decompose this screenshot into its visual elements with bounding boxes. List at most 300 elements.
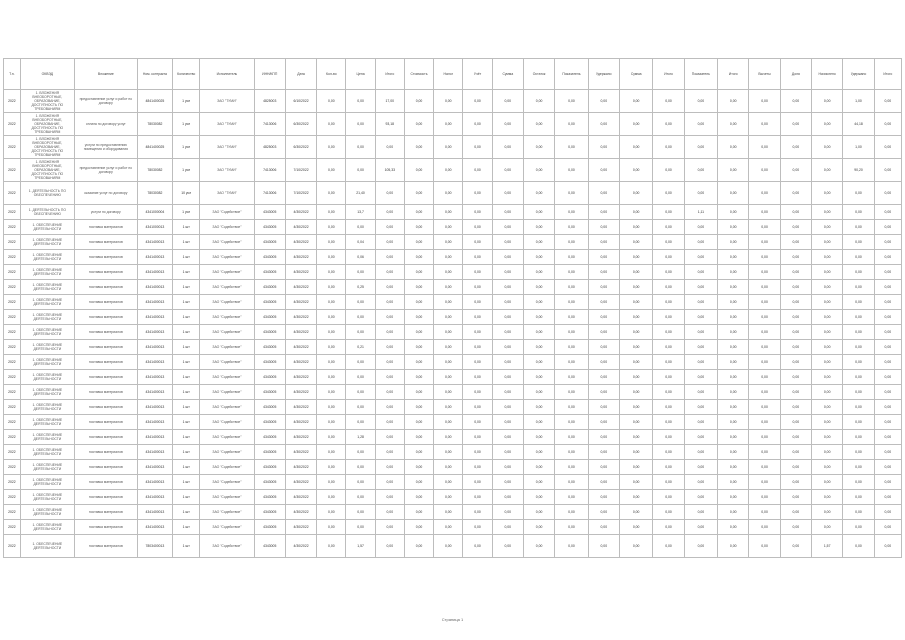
table-cell: 0,00 <box>749 340 780 355</box>
table-cell: 4341400013 <box>137 310 173 325</box>
table-cell: ЗАО "Содействие" <box>200 475 254 490</box>
table-cell: 0,00 <box>492 505 523 520</box>
table-cell: 0,00 <box>684 90 717 113</box>
table-cell: 0,00 <box>434 136 463 159</box>
table-cell: 0,00 <box>684 400 717 415</box>
table-row <box>4 280 902 295</box>
table-cell: 0,00 <box>317 235 346 250</box>
table-cell: 4341400013 <box>137 265 173 280</box>
table-cell: 0,00 <box>404 385 433 400</box>
table-cell: 1. ДЕЯТЕЛЬНОСТЬ ПО ОБЕСПЕЧЕНИЮ <box>20 182 74 205</box>
table-cell: 0,00 <box>749 250 780 265</box>
table-cell: 1. ВЛОЖЕНИЯ ВНЕОБОРОТНЫЕ, ОБРАЗОВАНИЕ, ДОСТУПНОСТЬ ПО ТРЕБОВАНИЯМ <box>20 136 74 159</box>
table-cell: 4341000013 <box>137 220 173 235</box>
table-cell: 0,00 <box>434 220 463 235</box>
table-cell: 0,00 <box>492 295 523 310</box>
table-cell: поставка материалов <box>75 535 138 558</box>
column-header: Итого <box>653 59 684 90</box>
table-cell: 0,00 <box>588 475 619 490</box>
table-cell: 0,00 <box>653 250 684 265</box>
column-header: Доля <box>780 59 811 90</box>
table-cell: 1,00 <box>843 136 874 159</box>
table-cell: 2022 <box>4 235 21 250</box>
table-cell: 0,00 <box>874 90 901 113</box>
table-cell: 0,00 <box>749 182 780 205</box>
table-cell: поставка материалов <box>75 400 138 415</box>
table-cell: 2022 <box>4 490 21 505</box>
table-cell: 4341400013 <box>137 250 173 265</box>
table-cell: 0,00 <box>588 355 619 370</box>
column-header: Исполнитель <box>200 59 254 90</box>
table-cell: 0,00 <box>317 415 346 430</box>
table-cell: 0,00 <box>874 460 901 475</box>
table-cell: 0,00 <box>653 490 684 505</box>
table-cell: 4841400025 <box>137 90 173 113</box>
table-cell: 0,00 <box>375 445 404 460</box>
table-cell: 0,00 <box>317 265 346 280</box>
table-cell: 0,00 <box>812 113 843 136</box>
table-cell: 0,00 <box>718 113 749 136</box>
table-cell: 0,00 <box>843 400 874 415</box>
table-cell: поставка материалов <box>75 445 138 460</box>
table-cell: 0,00 <box>375 430 404 445</box>
table-cell: 1 шт <box>173 520 200 535</box>
table-row <box>4 475 902 490</box>
table-cell: 0,00 <box>375 205 404 220</box>
table-row <box>4 310 902 325</box>
table-cell: 2022 <box>4 430 21 445</box>
table-cell: 0,00 <box>684 535 717 558</box>
table-cell: 0,00 <box>404 250 433 265</box>
table-cell: 0,00 <box>843 182 874 205</box>
table-cell: 4341400013 <box>137 370 173 385</box>
table-cell: 1. ВЛОЖЕНИЯ ВНЕОБОРОТНЫЕ, ОБРАЗОВАНИЕ, ДОСТУПНОСТЬ ПО ТРЕБОВАНИЯМ <box>20 90 74 113</box>
table-cell: 0,00 <box>749 505 780 520</box>
table-cell: 0,00 <box>749 355 780 370</box>
table-cell: 0,00 <box>317 535 346 558</box>
table-cell: 0,00 <box>492 430 523 445</box>
table-cell: 0,00 <box>375 325 404 340</box>
table-cell: 4/30/2022 <box>285 370 316 385</box>
table-cell: 0,00 <box>843 355 874 370</box>
table-cell: ЗАО "ТУМИ" <box>200 113 254 136</box>
table-cell: 4341400013 <box>137 295 173 310</box>
table-cell: ЗАО "Содействие" <box>200 490 254 505</box>
table-cell: 0,00 <box>492 205 523 220</box>
table-cell: 0,00 <box>653 385 684 400</box>
table-cell: 0,00 <box>434 113 463 136</box>
table-cell: 1 шт <box>173 220 200 235</box>
table-cell: 0,00 <box>874 355 901 370</box>
table-cell: 0,00 <box>653 400 684 415</box>
table-cell: 0,00 <box>492 90 523 113</box>
table-cell: 0,00 <box>523 182 554 205</box>
table-cell: 0,00 <box>749 325 780 340</box>
table-cell: 4341400013 <box>137 325 173 340</box>
table-cell: 0,00 <box>718 295 749 310</box>
table-cell: 0,00 <box>317 325 346 340</box>
table-cell: ЗАО "ТУМИ" <box>200 182 254 205</box>
table-cell: 0,00 <box>780 205 811 220</box>
table-cell: 4343005 <box>254 235 285 250</box>
table-cell: 0,00 <box>718 505 749 520</box>
table-cell: 2022 <box>4 325 21 340</box>
table-cell: 0,00 <box>718 136 749 159</box>
table-cell: 4343005 <box>254 280 285 295</box>
table-cell: ЗАО "ТУМИ" <box>200 136 254 159</box>
table-cell: 0,00 <box>874 182 901 205</box>
table-cell: 0,00 <box>588 182 619 205</box>
table-cell: 0,00 <box>653 340 684 355</box>
table-cell: 0,00 <box>434 355 463 370</box>
table-cell: 4343005 <box>254 445 285 460</box>
table-cell: 0,00 <box>619 505 652 520</box>
table-cell: 0,00 <box>555 310 588 325</box>
table-cell: 0,00 <box>555 265 588 280</box>
table-cell: ЗАО "Содействие" <box>200 340 254 355</box>
table-cell: 4/30/2022 <box>285 400 316 415</box>
table-cell: 0,00 <box>619 400 652 415</box>
table-cell: 2022 <box>4 182 21 205</box>
table-cell: 0,00 <box>555 159 588 182</box>
table-cell: 0,00 <box>684 445 717 460</box>
table-cell: 0,00 <box>684 490 717 505</box>
table-cell: поставка материалов <box>75 430 138 445</box>
table-cell: 0,00 <box>523 520 554 535</box>
table-cell: 4341400013 <box>137 445 173 460</box>
table-cell: 1,28 <box>346 430 375 445</box>
table-cell: 0,00 <box>588 136 619 159</box>
table-cell: 0,00 <box>874 505 901 520</box>
table-cell: 0,00 <box>434 505 463 520</box>
table-cell: 0,00 <box>588 235 619 250</box>
table-cell: 0,00 <box>523 340 554 355</box>
table-cell: 0,00 <box>749 90 780 113</box>
table-cell: 0,00 <box>749 445 780 460</box>
table-cell: 0,00 <box>375 280 404 295</box>
table-cell: 0,00 <box>434 475 463 490</box>
table-cell: 0,00 <box>404 280 433 295</box>
table-cell: 0,00 <box>874 430 901 445</box>
table-cell: 2022 <box>4 445 21 460</box>
table-cell: 4341000004 <box>137 205 173 220</box>
table-cell: 0,00 <box>317 445 346 460</box>
table-cell: 4341400013 <box>137 505 173 520</box>
table-cell: поставка материалов <box>75 460 138 475</box>
table-cell: 0,00 <box>523 415 554 430</box>
table-cell: 0,00 <box>492 445 523 460</box>
table-cell: 0,00 <box>619 535 652 558</box>
table-cell: 0,00 <box>619 113 652 136</box>
table-cell: 0,00 <box>718 205 749 220</box>
table-cell: 0,00 <box>317 182 346 205</box>
table-cell: 0,00 <box>874 310 901 325</box>
table-cell: 1. ОБЕСПЕЧЕНИЕ ДЕЯТЕЛЬНОСТИ <box>20 355 74 370</box>
table-cell: 0,00 <box>780 535 811 558</box>
table-cell: 0,00 <box>375 182 404 205</box>
table-cell: 4825003 <box>254 90 285 113</box>
table-cell: 0,00 <box>619 182 652 205</box>
table-cell: 0,00 <box>718 535 749 558</box>
table-cell: 1. ОБЕСПЕЧЕНИЕ ДЕЯТЕЛЬНОСТИ <box>20 235 74 250</box>
table-cell: 0,00 <box>619 415 652 430</box>
table-cell: 0,00 <box>653 136 684 159</box>
table-cell: 4343005 <box>254 205 285 220</box>
table-cell: 0,00 <box>684 520 717 535</box>
table-row <box>4 295 902 310</box>
table-cell: 0,00 <box>523 310 554 325</box>
table-cell: 0,00 <box>812 280 843 295</box>
table-cell: 4343005 <box>254 415 285 430</box>
table-row <box>4 113 902 136</box>
table-cell: 0,00 <box>346 265 375 280</box>
table-cell: 0,00 <box>588 430 619 445</box>
table-cell: 0,00 <box>812 136 843 159</box>
table-cell: 1 шт <box>173 415 200 430</box>
table-cell: 0,00 <box>780 182 811 205</box>
table-cell: 0,00 <box>434 535 463 558</box>
table-cell: 21,40 <box>346 182 375 205</box>
table-cell: 0,00 <box>619 136 652 159</box>
table-cell: ЗАО "ТУМИ" <box>200 159 254 182</box>
table-cell: 0,00 <box>434 385 463 400</box>
table-cell: 0,00 <box>375 520 404 535</box>
table-row <box>4 385 902 400</box>
table-cell: 0,00 <box>653 265 684 280</box>
table-cell: 0,00 <box>684 370 717 385</box>
table-cell: 0,00 <box>874 280 901 295</box>
table-cell: 0,00 <box>346 415 375 430</box>
table-cell: 0,00 <box>812 159 843 182</box>
table-cell: 0,00 <box>619 460 652 475</box>
table-cell: 0,00 <box>588 250 619 265</box>
table-row <box>4 490 902 505</box>
table-cell: 0,00 <box>874 370 901 385</box>
table-row <box>4 445 902 460</box>
table-cell: 4341400013 <box>137 490 173 505</box>
table-cell: 0,00 <box>555 355 588 370</box>
table-cell: предоставление услуг и работ по договору <box>75 90 138 113</box>
table-cell: поставка материалов <box>75 355 138 370</box>
table-cell: 0,00 <box>523 325 554 340</box>
table-cell: 0,00 <box>463 460 492 475</box>
table-cell: 0,00 <box>463 325 492 340</box>
table-cell: 0,00 <box>346 445 375 460</box>
table-cell: 0,00 <box>874 159 901 182</box>
table-cell: 0,00 <box>653 310 684 325</box>
table-cell: 0,00 <box>684 475 717 490</box>
table-cell: ЗАО "Содействие" <box>200 325 254 340</box>
table-cell: 0,00 <box>588 400 619 415</box>
table-cell: 4841400025 <box>137 136 173 159</box>
table-cell: 4343005 <box>254 460 285 475</box>
table-cell: 0,00 <box>346 370 375 385</box>
table-cell: 0,00 <box>317 475 346 490</box>
table-cell: 0,00 <box>619 220 652 235</box>
table-cell: 0,00 <box>619 235 652 250</box>
table-cell: 0,00 <box>555 220 588 235</box>
table-cell: поставка материалов <box>75 370 138 385</box>
table-cell: 0,00 <box>653 535 684 558</box>
table-cell: 0,00 <box>653 460 684 475</box>
table-cell: 0,00 <box>780 265 811 280</box>
table-cell: 6/30/2022 <box>285 113 316 136</box>
table-cell: 0,00 <box>780 490 811 505</box>
table-cell: 0,00 <box>555 445 588 460</box>
table-cell: 0,00 <box>555 400 588 415</box>
table-cell: 4341400013 <box>137 385 173 400</box>
table-cell: 4341400013 <box>137 355 173 370</box>
table-cell: 0,00 <box>718 400 749 415</box>
table-cell: 0,00 <box>653 220 684 235</box>
table-cell: 0,00 <box>492 182 523 205</box>
table-cell: 2022 <box>4 220 21 235</box>
table-cell: 0,00 <box>843 445 874 460</box>
column-header: Дата <box>285 59 316 90</box>
table-cell: 0,00 <box>874 136 901 159</box>
table-cell: 1,00 <box>843 90 874 113</box>
table-cell: 0,00 <box>684 159 717 182</box>
table-cell: 1. ОБЕСПЕЧЕНИЕ ДЕЯТЕЛЬНОСТИ <box>20 445 74 460</box>
table-cell: 2022 <box>4 265 21 280</box>
table-cell: 4/30/2022 <box>285 535 316 558</box>
table-cell: 0,00 <box>434 520 463 535</box>
table-cell: 0,00 <box>555 460 588 475</box>
table-cell: 0,00 <box>404 535 433 558</box>
table-cell: 0,00 <box>555 250 588 265</box>
table-cell: 0,00 <box>749 280 780 295</box>
table-cell: 0,00 <box>463 505 492 520</box>
table-cell: 0,00 <box>404 265 433 280</box>
table-cell: ЗАО "Содействие" <box>200 415 254 430</box>
table-cell: 0,00 <box>463 400 492 415</box>
column-header: Показатель <box>684 59 717 90</box>
table-cell: 0,00 <box>718 325 749 340</box>
page-footer: Страница 1 <box>441 617 464 622</box>
table-cell: 2022 <box>4 535 21 558</box>
table-cell: 0,00 <box>812 325 843 340</box>
table-cell: 0,00 <box>684 136 717 159</box>
table-cell: 1 шт <box>173 460 200 475</box>
table-cell: 0,00 <box>492 250 523 265</box>
column-header: Т.н. <box>4 59 21 90</box>
table-cell: 0,00 <box>874 235 901 250</box>
table-cell: 1 шт <box>173 340 200 355</box>
table-cell: 0,00 <box>555 205 588 220</box>
table-cell: 0,00 <box>463 159 492 182</box>
table-cell: 0,00 <box>843 295 874 310</box>
table-cell: 0,00 <box>317 295 346 310</box>
table-cell: 0,00 <box>375 136 404 159</box>
table-cell: ЗАО "ТУМИ" <box>200 90 254 113</box>
table-cell: 4343005 <box>254 475 285 490</box>
table-cell: 4/30/2022 <box>285 250 316 265</box>
column-header: Показатель <box>555 59 588 90</box>
table-cell: 0,00 <box>780 370 811 385</box>
table-cell: 0,00 <box>404 136 433 159</box>
table-cell: 0,00 <box>492 400 523 415</box>
table-cell: 1. ОБЕСПЕЧЕНИЕ ДЕЯТЕЛЬНОСТИ <box>20 535 74 558</box>
table-cell: 0,00 <box>555 430 588 445</box>
table-cell: 4341400013 <box>137 475 173 490</box>
table-cell: 0,00 <box>434 280 463 295</box>
table-cell: 0,00 <box>619 370 652 385</box>
table-cell: 2022 <box>4 355 21 370</box>
table-cell: 1,57 <box>346 535 375 558</box>
table-cell: 4343005 <box>254 535 285 558</box>
table-cell: 1. ОБЕСПЕЧЕНИЕ ДЕЯТЕЛЬНОСТИ <box>20 340 74 355</box>
table-cell: 0,00 <box>780 385 811 400</box>
table-cell: 0,00 <box>780 113 811 136</box>
table-cell: 0,00 <box>780 235 811 250</box>
table-cell: 0,00 <box>874 535 901 558</box>
table-cell: 0,00 <box>718 235 749 250</box>
table-cell: 0,00 <box>463 520 492 535</box>
table-cell: 0,00 <box>375 295 404 310</box>
table-cell: 0,00 <box>588 520 619 535</box>
table-cell: 4/30/2022 <box>285 205 316 220</box>
table-cell: 2022 <box>4 415 21 430</box>
table-cell: 0,00 <box>404 490 433 505</box>
table-cell: 0,00 <box>492 370 523 385</box>
table-cell: 0,00 <box>588 310 619 325</box>
table-cell: 4343005 <box>254 265 285 280</box>
table-cell: 0,00 <box>749 535 780 558</box>
table-cell: 1 усл <box>173 136 200 159</box>
table-cell: 1. ОБЕСПЕЧЕНИЕ ДЕЯТЕЛЬНОСТИ <box>20 370 74 385</box>
table-row <box>4 370 902 385</box>
table-cell: оплата по договору услуг <box>75 113 138 136</box>
table-cell: поставка материалов <box>75 280 138 295</box>
table-cell: 13,7 <box>346 205 375 220</box>
table-cell: 0,00 <box>346 520 375 535</box>
table-cell: 1 усл <box>173 205 200 220</box>
table-cell: 0,00 <box>684 355 717 370</box>
table-cell: 0,00 <box>346 90 375 113</box>
table-cell: 0,00 <box>812 235 843 250</box>
table-cell: ЗАО "Содействие" <box>200 445 254 460</box>
table-cell: 0,00 <box>317 460 346 475</box>
table-cell: 0,00 <box>404 520 433 535</box>
table-cell: 4343005 <box>254 340 285 355</box>
table-cell: 0,04 <box>346 235 375 250</box>
table-cell: 0,00 <box>523 505 554 520</box>
column-header: Итого <box>718 59 749 90</box>
table-cell: 0,00 <box>718 460 749 475</box>
table-cell: 0,00 <box>653 325 684 340</box>
table-cell: 0,00 <box>317 340 346 355</box>
table-cell: 0,00 <box>749 370 780 385</box>
data-table <box>3 58 902 558</box>
table-cell: 0,00 <box>523 265 554 280</box>
table-cell: 0,00 <box>463 113 492 136</box>
table-cell: 78030082 <box>137 182 173 205</box>
table-cell: 0,00 <box>718 340 749 355</box>
table-cell: 4/30/2022 <box>285 235 316 250</box>
table-cell: 0,00 <box>463 340 492 355</box>
table-cell: 0,00 <box>684 250 717 265</box>
table-cell: 0,00 <box>780 445 811 460</box>
table-cell: 0,00 <box>718 159 749 182</box>
table-cell: 0,00 <box>812 490 843 505</box>
table-cell: 0,00 <box>780 250 811 265</box>
table-cell: ЗАО "Содействие" <box>200 205 254 220</box>
table-cell: 0,00 <box>812 295 843 310</box>
table-cell: 0,00 <box>780 280 811 295</box>
table-cell: 0,00 <box>718 310 749 325</box>
table-cell: 4343005 <box>254 295 285 310</box>
table-cell: ЗАО "Содействие" <box>200 355 254 370</box>
